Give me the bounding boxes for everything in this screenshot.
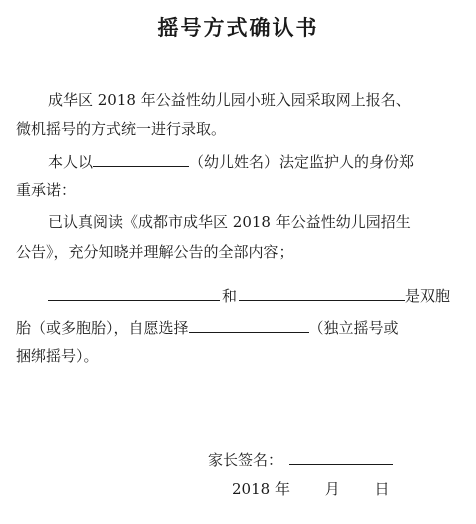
- twins-suffix: 是双胞: [405, 287, 451, 305]
- signature-row: [208, 448, 393, 470]
- child-2-name-blank[interactable]: [239, 284, 405, 301]
- date-year: 2018 年: [232, 480, 290, 498]
- date-row: [232, 479, 390, 499]
- paragraph-4-line-1: [48, 284, 450, 306]
- paragraph-1-line-2: 微机摇号的方式统一进行录取。: [16, 120, 227, 138]
- pledge-prefix: 本人以: [48, 153, 94, 171]
- lottery-choice-blank[interactable]: [189, 316, 309, 333]
- child-1-name-blank[interactable]: [48, 284, 220, 301]
- paragraph-1-line-1: 成华区 2018 年公益性幼儿园小班入园采取网上报名、: [48, 91, 411, 109]
- paragraph-3-line-2: 公告》，充分知晓并理解公告的全部内容；: [16, 243, 294, 261]
- pledge-suffix: （幼儿姓名）法定监护人的身份郑: [189, 153, 415, 171]
- choice-suffix: （独立摇号或: [308, 319, 399, 337]
- date-day: 日: [374, 480, 390, 498]
- choice-prefix: 胎（或多胞胎），自愿选择: [16, 319, 189, 337]
- paragraph-2-line-2: 重承诺：: [16, 181, 77, 199]
- date-month: 月: [324, 480, 340, 498]
- document-title: 摇号方式确认书: [157, 16, 319, 40]
- paragraph-3-line-1: 已认真阅读《成都市成华区 2018 年公益性幼儿园招生: [48, 213, 411, 231]
- signature-blank[interactable]: [289, 448, 393, 465]
- and-label: 和: [222, 287, 238, 305]
- child-name-blank[interactable]: [93, 150, 189, 167]
- paragraph-4-line-2: [16, 316, 399, 338]
- paragraph-2-line-1: [48, 150, 414, 172]
- paragraph-4-line-3: 捆绑摇号）。: [16, 347, 99, 365]
- signature-label: 家长签名：: [208, 451, 284, 469]
